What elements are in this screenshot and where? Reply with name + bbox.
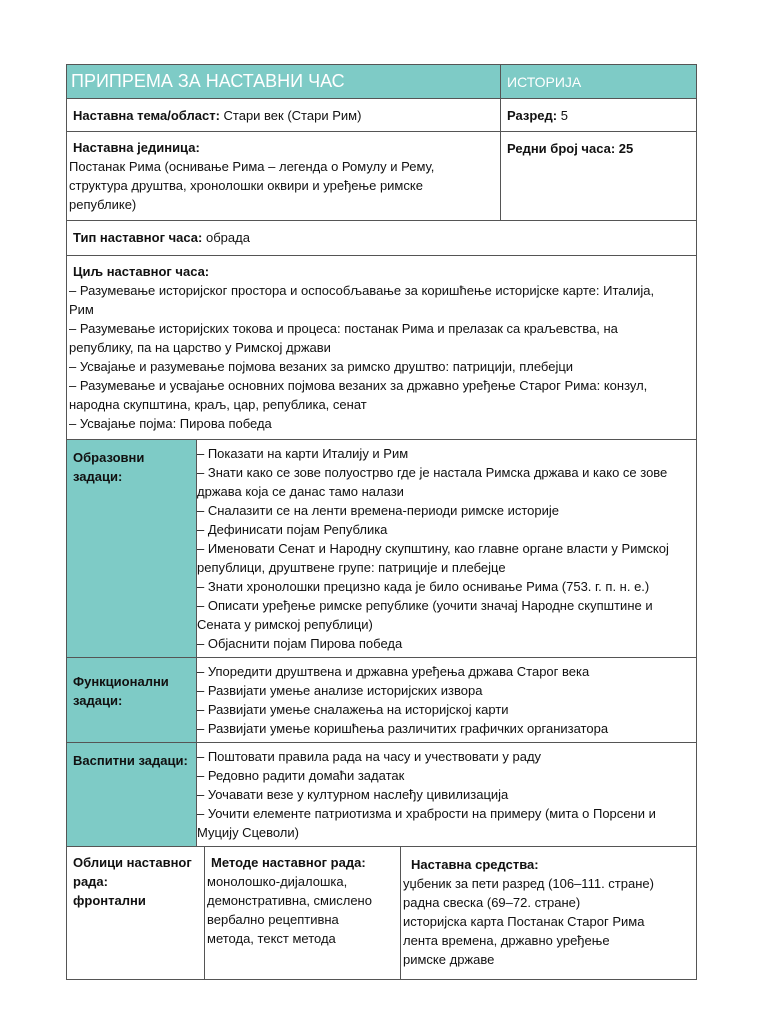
upbringing-item: – Уочавати везе у културном наслеђу цивилизација	[197, 787, 509, 802]
header-row	[67, 65, 697, 99]
goal-line: народна скупштина, краљ, цар, република, сенат	[69, 397, 367, 412]
methods-line: вербално рецептивна	[207, 912, 339, 927]
goal-line: – Разумевање историјског простора и оспособљавање за коришћење историјске карте: Италија,	[69, 283, 655, 298]
functional-list-cell	[197, 658, 697, 743]
upbringing-item: – Уочити елементе патриотизма и храбрости на примеру (мита о Порсени и	[197, 806, 656, 821]
upbringing-item: – Поштовати правила рада на часу и учествовати у раду	[197, 749, 542, 764]
forms-value: фронтални	[73, 893, 146, 908]
goal-label: Циљ наставног часа:	[73, 264, 210, 279]
means-line: лента времена, државно уређење	[403, 933, 610, 948]
educational-item: – Знати како се зове полуострво где је настала Римска држава и како се зове	[197, 465, 668, 480]
upbringing-label: Васпитни задаци:	[73, 753, 188, 768]
educational-item: – Знати хронолошки прецизно када је било оснивање Рима (753. г. п. н. е.)	[197, 579, 650, 594]
goal-cell	[67, 256, 697, 440]
topic-row	[67, 99, 697, 132]
educational-item: – Описати уређење римске републике (уочити значај Народне скупштине и	[197, 598, 653, 613]
goal-line: – Разумевање историјских токова и процеса: постанак Рима и прелазак са краљевства, на	[69, 321, 618, 336]
unit-label: Наставна јединица:	[73, 140, 200, 155]
lesson-plan-sheet	[66, 64, 696, 980]
goal-line: – Разумевање и усвајање основних појмова везаних за државно уређење Старог Рима: конзул,	[69, 378, 648, 393]
means-line: радна свеска (69–72. стране)	[403, 895, 581, 910]
educational-label: Образовни задаци:	[73, 450, 145, 484]
educational-item: – Сналазити се на ленти времена-периоди римске историје	[197, 503, 559, 518]
educational-list-cell	[197, 440, 697, 658]
methods-cell	[205, 847, 401, 980]
means-line: уџбеник за пети разред (106–111. стране)	[403, 876, 654, 891]
header-subject-cell	[501, 65, 697, 99]
lesson-number-label: Редни број часа:	[507, 141, 616, 156]
methods-label: Методе наставног рада:	[211, 855, 366, 870]
topic-label: Наставна тема/област:	[73, 108, 220, 123]
educational-item: – Показати на карти Италију и Рим	[197, 446, 409, 461]
functional-item: – Развијати умење сналажења на историјској карти	[197, 702, 509, 717]
means-label: Наставна средства:	[411, 857, 539, 872]
goal-line: републику, па на царство у Римској држави	[69, 340, 331, 355]
upbringing-list-cell	[197, 743, 697, 847]
functional-item: – Упоредити друштвена и државна уређења држава Старог века	[197, 664, 590, 679]
unit-line: републике)	[69, 197, 137, 212]
lesson-type-row	[67, 221, 697, 256]
means-cell	[401, 847, 697, 980]
lesson-plan-table	[66, 64, 697, 847]
upbringing-label-cell	[67, 743, 197, 847]
page-title: ПРИПРЕМА ЗА НАСТАВНИ ЧАС	[71, 71, 345, 91]
subject-name: ИСТОРИЈА	[507, 74, 582, 90]
unit-cell	[67, 132, 501, 221]
educational-tasks-row	[67, 440, 697, 658]
functional-label: Функционални задаци:	[73, 674, 169, 708]
lesson-number-value: 25	[615, 141, 634, 156]
header-title-cell	[67, 65, 501, 99]
goal-line: – Усвајање и разумевање појмова везаних за римско друштво: патрицији, плебејци	[69, 359, 574, 374]
functional-tasks-row	[67, 658, 697, 743]
grade-label: Разред:	[507, 108, 558, 123]
lesson-type-value: обрада	[202, 230, 250, 245]
educational-item: Сената у римској републици)	[197, 617, 373, 632]
lesson-type-cell	[67, 221, 697, 256]
upbringing-item: Муцију Сцеволи)	[197, 825, 299, 840]
unit-row	[67, 132, 697, 221]
educational-item: – Именовати Сенат и Народну скупштину, као главне органе власти у Римској	[197, 541, 669, 556]
means-line: римске државе	[403, 952, 495, 967]
functional-item: – Развијати умење анализе историјских извора	[197, 683, 483, 698]
educational-item: држава која се данас тамо налази	[197, 484, 404, 499]
unit-line: Постанак Рима (оснивање Рима – легенда о Ромулу и Рему,	[69, 159, 435, 174]
goal-line: – Усвајање појма: Пирова победа	[69, 416, 272, 431]
forms-label: Облици наставног рада:	[73, 855, 192, 889]
educational-item: – Дефинисати појам Република	[197, 522, 388, 537]
means-line: историјска карта Постанак Старог Рима	[403, 914, 645, 929]
methods-line: демонстративна, смислено	[207, 893, 372, 908]
educational-label-cell	[67, 440, 197, 658]
topic-cell	[67, 99, 501, 132]
upbringing-tasks-row	[67, 743, 697, 847]
forms-cell	[67, 847, 205, 980]
educational-item: републици, друштвене групе: патриције и плебејце	[197, 560, 506, 575]
functional-label-cell	[67, 658, 197, 743]
functional-item: – Развијати умење коришћења различитих графичких организатора	[197, 721, 609, 736]
grade-value: 5	[557, 108, 568, 123]
resources-row	[67, 847, 697, 980]
resources-table	[66, 847, 697, 980]
methods-line: метода, текст метода	[207, 931, 336, 946]
goal-row	[67, 256, 697, 440]
lesson-type-label: Тип наставног часа:	[73, 230, 203, 245]
methods-line: монолошко-дијалошка,	[207, 874, 348, 889]
goal-line: Рим	[69, 302, 94, 317]
educational-item: – Објаснити појам Пирова победа	[197, 636, 403, 651]
upbringing-item: – Редовно радити домаћи задатак	[197, 768, 405, 783]
grade-cell	[501, 99, 697, 132]
unit-line: структура друштва, хронолошки оквири и уређење римске	[69, 178, 423, 193]
topic-value: Стари век (Стари Рим)	[219, 108, 362, 123]
lesson-number-cell	[501, 132, 697, 221]
